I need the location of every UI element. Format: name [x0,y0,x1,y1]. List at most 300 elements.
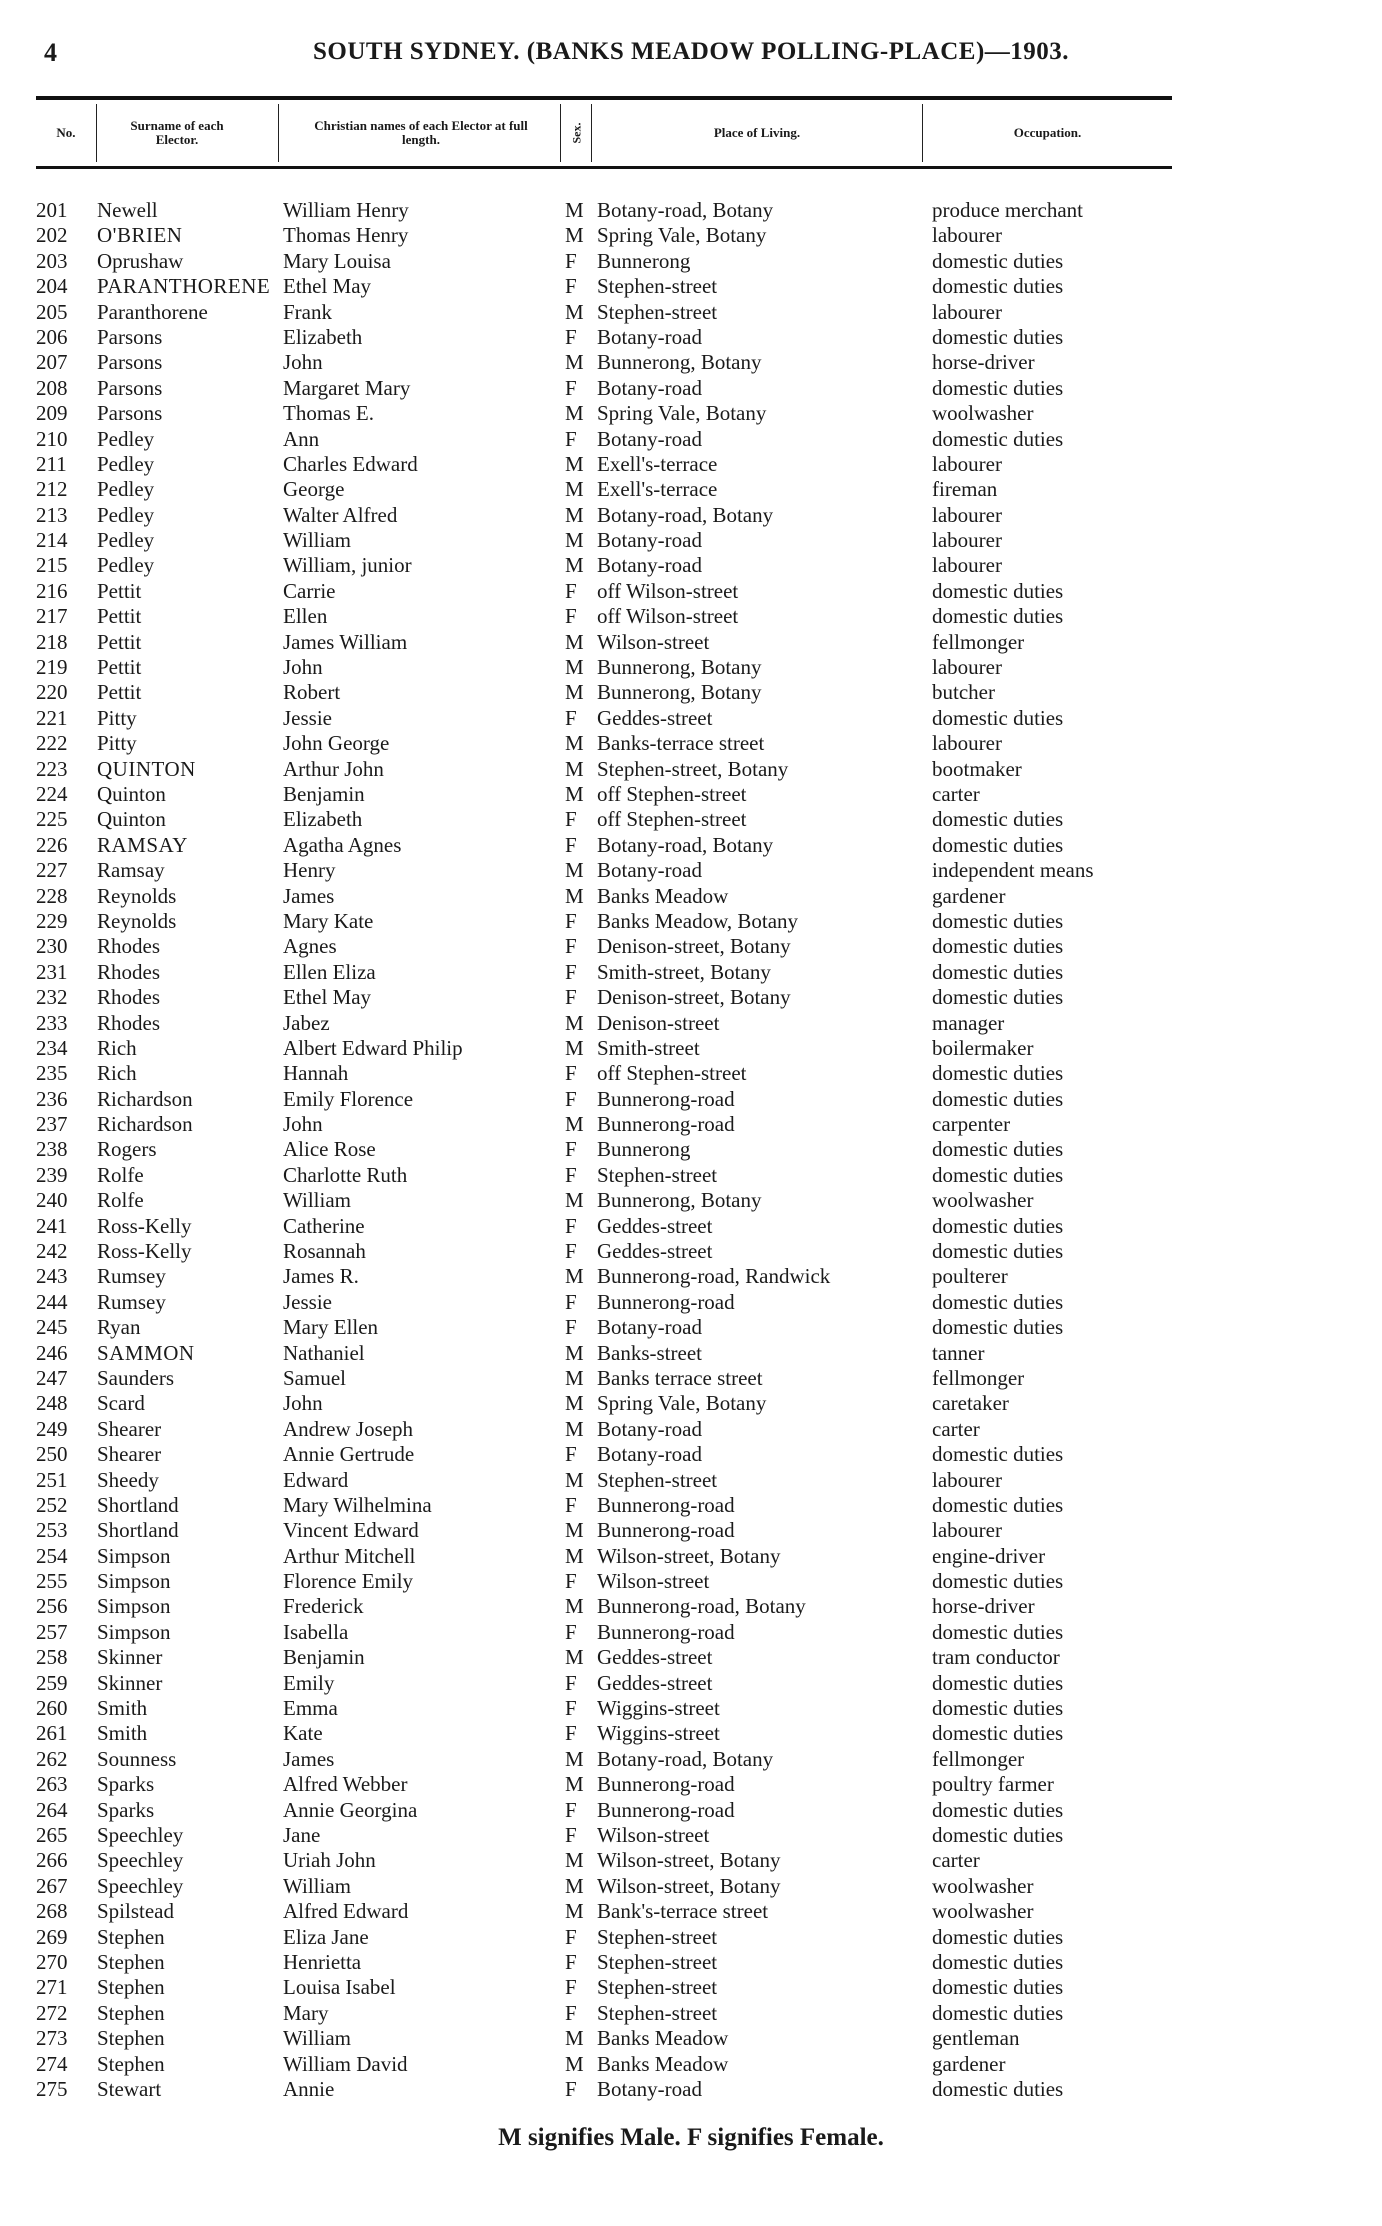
column-header-sex-label: Sex. [569,122,583,144]
surname: Richardson [97,1112,193,1137]
surname: Stephen [97,1975,165,2000]
occupation: domestic duties [932,1797,1064,1822]
sex: F [565,1086,577,1111]
elector-number: 232 [36,985,68,1010]
surname: Ross-Kelly [97,1213,192,1238]
occupation: labourer [932,528,1002,553]
surname: Parsons [97,401,163,426]
surname: Pettit [97,680,142,705]
elector-number: 249 [36,1416,68,1441]
place-of-living: Spring Vale, Botany [597,223,767,248]
place-of-living: Banks Meadow [597,2051,729,2076]
christian-names: Rosannah [283,1239,366,1264]
elector-number: 267 [36,1873,68,1898]
sex: F [565,578,577,603]
christian-names: Thomas E. [283,401,374,426]
occupation: engine-driver [932,1543,1046,1568]
christian-names: Benjamin [283,781,365,806]
surname: Rich [97,1035,137,1060]
table-row [0,833,1382,858]
surname: Pitty [97,731,137,756]
surname: Newell [97,198,158,222]
christian-names: Jane [283,1823,321,1847]
place-of-living: Bunnerong-road [597,1772,735,1797]
column-header-row [36,100,1172,166]
sex: F [565,426,577,451]
sex: F [565,1823,577,1847]
table-row [0,1264,1382,1289]
sex: F [565,705,577,730]
elector-number: 214 [36,528,68,553]
sex: M [565,451,584,476]
table-row [0,1341,1382,1366]
occupation: domestic duties [932,1924,1064,1949]
elector-number: 228 [36,883,68,908]
occupation: independent means [932,858,1094,883]
table-row [0,579,1382,604]
elector-number: 211 [36,451,67,476]
table-row [0,1493,1382,1518]
christian-names: John [283,350,323,375]
sex: F [565,934,577,959]
surname: Speechley [97,1873,184,1898]
table-row [0,1772,1382,1797]
surname: Stewart [97,2076,162,2101]
elector-number: 265 [36,1823,68,1847]
place-of-living: Geddes-street [597,1645,713,1670]
place-of-living: Bunnerong-road [597,1086,735,1111]
occupation: woolwasher [932,1873,1034,1898]
table-row [0,1366,1382,1391]
occupation: domestic duties [932,375,1064,400]
place-of-living: Botany-road, Botany [597,1746,774,1771]
elector-number: 234 [36,1035,68,1060]
christian-names: Ethel May [283,274,372,299]
christian-names: Arthur John [283,756,384,781]
sex: M [565,1594,584,1619]
table-row [0,1747,1382,1772]
occupation: woolwasher [932,1188,1034,1213]
elector-number: 269 [36,1924,68,1949]
elector-number: 261 [36,1721,68,1746]
elector-number: 246 [36,1340,68,1365]
place-of-living: Botany-road, Botany [597,198,774,222]
place-of-living: Bunnerong-road, Randwick [597,1264,831,1289]
elector-number: 223 [36,756,68,781]
place-of-living: Geddes-street [597,1213,713,1238]
surname: Pitty [97,705,137,730]
sex: M [565,1543,584,1568]
table-row [0,1239,1382,1264]
place-of-living: Bunnerong-road [597,1289,735,1314]
table-row [0,1620,1382,1645]
surname: Spilstead [97,1899,174,1924]
occupation: horse-driver [932,350,1035,375]
elector-number: 251 [36,1467,68,1492]
occupation: horse-driver [932,1594,1035,1619]
column-header-no: No. [56,125,76,140]
place-of-living: Bunnerong-road [597,1797,735,1822]
elector-number: 209 [36,401,68,426]
sex: M [565,629,584,654]
occupation: domestic duties [932,1442,1064,1467]
elector-number: 243 [36,1264,68,1289]
occupation: manager [932,1010,1005,1035]
sex: M [565,1772,584,1797]
occupation: labourer [932,223,1002,248]
table-row [0,1874,1382,1899]
place-of-living: Geddes-street [597,1670,713,1695]
occupation: domestic duties [932,578,1064,603]
christian-names: Catherine [283,1213,365,1238]
occupation: butcher [932,680,995,705]
table-row [0,1544,1382,1569]
sex: M [565,1010,584,1035]
occupation: tram conductor [932,1645,1060,1670]
surname: Simpson [97,1619,171,1644]
christian-names: John [283,1391,323,1416]
elector-number: 270 [36,1949,68,1974]
christian-names: Isabella [283,1619,349,1644]
elector-number: 207 [36,350,68,375]
sex: F [565,1721,577,1746]
elector-number: 245 [36,1315,68,1340]
table-row [0,1721,1382,1746]
place-of-living: Botany-road [597,426,702,451]
column-header-occupation: Occupation. [1013,125,1082,140]
table-row [0,452,1382,477]
sex: M [565,1848,584,1873]
place-of-living: Geddes-street [597,705,713,730]
elector-number: 257 [36,1619,68,1644]
surname: Pettit [97,655,142,680]
elector-number: 215 [36,553,68,578]
table-row [0,1315,1382,1340]
table-row [0,1163,1382,1188]
sex: F [565,832,577,857]
christian-names: Arthur Mitchell [283,1543,416,1568]
column-header-sex [561,100,591,166]
sex: F [565,1061,577,1086]
place-of-living: Botany-road, Botany [597,832,774,857]
table-row [0,909,1382,934]
surname: Quinton [97,807,166,832]
place-of-living: Banks-terrace street [597,731,765,756]
christian-names: Albert Edward Philip [283,1035,463,1060]
christian-names: Vincent Edward [283,1518,419,1543]
occupation: domestic duties [932,1619,1064,1644]
table-row [0,198,1382,223]
surname: Oprushaw [97,248,184,273]
sex: M [565,1264,584,1289]
table-row [0,680,1382,705]
christian-names: William [283,1873,351,1898]
surname: Pedley [97,426,155,451]
elector-number: 252 [36,1492,68,1517]
table-row [0,503,1382,528]
place-of-living: Stephen-street, Botany [597,756,789,781]
occupation: labourer [932,553,1002,578]
elector-number: 218 [36,629,68,654]
place-of-living: Botany-road [597,1315,702,1340]
elector-number: 242 [36,1239,68,1264]
sex: F [565,604,577,629]
table-row [0,731,1382,756]
table-row [0,757,1382,782]
elector-number: 201 [36,198,68,222]
christian-names: Mary Louisa [283,248,391,273]
occupation: domestic duties [932,1949,1064,1974]
christian-names: Elizabeth [283,807,363,832]
occupation: labourer [932,451,1002,476]
elector-number: 264 [36,1797,68,1822]
elector-number: 205 [36,299,68,324]
occupation: domestic duties [932,1975,1064,2000]
table-row [0,630,1382,655]
elector-number: 231 [36,959,68,984]
sex: M [565,680,584,705]
sex: F [565,1162,577,1187]
table-row [0,1137,1382,1162]
elector-number: 240 [36,1188,68,1213]
christian-names: Annie [283,2076,335,2101]
surname: PARANTHORENE [97,274,271,299]
elector-number: 255 [36,1569,68,1594]
sex: F [565,1213,577,1238]
occupation: domestic duties [932,985,1064,1010]
occupation: carter [932,1416,980,1441]
occupation: domestic duties [932,1086,1064,1111]
sex: F [565,1442,577,1467]
surname: Sparks [97,1797,155,1822]
table-row [0,985,1382,1010]
occupation: domestic duties [932,1315,1064,1340]
occupation: domestic duties [932,1137,1064,1162]
table-row [0,477,1382,502]
occupation: gentleman [932,2026,1020,2051]
table-row [0,1214,1382,1239]
occupation: domestic duties [932,705,1064,730]
column-divider [96,104,97,162]
surname: Parsons [97,324,163,349]
occupation: carter [932,781,980,806]
sex: F [565,375,577,400]
occupation: labourer [932,1467,1002,1492]
occupation: produce merchant [932,198,1084,222]
table-row [0,604,1382,629]
table-row [0,960,1382,985]
surname: Sheedy [97,1467,159,1492]
occupation: domestic duties [932,934,1064,959]
column-header-place: Place of Living. [713,125,801,140]
place-of-living: off Wilson-street [597,604,739,629]
surname: Rumsey [97,1264,166,1289]
surname: Stephen [97,2026,165,2051]
sex: F [565,1924,577,1949]
table-row [0,223,1382,248]
place-of-living: Banks Meadow, Botany [597,908,799,933]
surname: Shearer [97,1442,162,1467]
table-row [0,528,1382,553]
elector-number: 271 [36,1975,68,2000]
christian-names: Annie Georgina [283,1797,418,1822]
sex: M [565,401,584,426]
christian-names: Ellen Eliza [283,959,376,984]
christian-names: John George [283,731,390,756]
elector-number: 274 [36,2051,68,2076]
place-of-living: Stephen-street [597,1975,718,2000]
sex: F [565,324,577,349]
surname: Reynolds [97,908,177,933]
place-of-living: off Stephen-street [597,781,747,806]
elector-number: 250 [36,1442,68,1467]
surname: Pettit [97,629,142,654]
surname: Smith [97,1721,148,1746]
elector-number: 244 [36,1289,68,1314]
place-of-living: Botany-road, Botany [597,502,774,527]
place-of-living: Denison-street [597,1010,720,1035]
surname: Skinner [97,1645,163,1670]
place-of-living: Banks terrace street [597,1365,763,1390]
surname: Pettit [97,578,142,603]
elector-number: 237 [36,1112,68,1137]
table-row [0,427,1382,452]
place-of-living: Botany-road [597,528,702,553]
place-of-living: Stephen-street [597,2000,718,2025]
elector-number: 216 [36,578,68,603]
elector-number: 225 [36,807,68,832]
christian-names: Frederick [283,1594,364,1619]
sex: F [565,1569,577,1594]
elector-number: 254 [36,1543,68,1568]
christian-names: Louisa Isabel [283,1975,396,2000]
elector-number: 213 [36,502,68,527]
surname: Pettit [97,604,142,629]
surname: Richardson [97,1086,193,1111]
sex: F [565,1670,577,1695]
sex: M [565,1467,584,1492]
surname: QUINTON [97,756,196,781]
sex: F [565,1492,577,1517]
sex: M [565,883,584,908]
sex: M [565,1873,584,1898]
table-row [0,274,1382,299]
place-of-living: Denison-street, Botany [597,985,791,1010]
christian-names: Carrie [283,578,336,603]
place-of-living: Exell's-terrace [597,451,718,476]
surname: SAMMON [97,1340,195,1365]
occupation: fellmonger [932,629,1025,654]
place-of-living: Bunnerong, Botany [597,350,762,375]
christian-names: Hannah [283,1061,349,1086]
sex: F [565,1239,577,1264]
occupation: fellmonger [932,1365,1025,1390]
surname: Ross-Kelly [97,1239,192,1264]
sex: F [565,1137,577,1162]
table-row [0,1645,1382,1670]
place-of-living: Bunnerong [597,1137,691,1162]
table-row [0,249,1382,274]
place-of-living: Botany-road [597,1416,702,1441]
surname: Skinner [97,1670,163,1695]
place-of-living: Botany-road [597,375,702,400]
elector-number: 230 [36,934,68,959]
table-row [0,1975,1382,2000]
sex: F [565,908,577,933]
sex: F [565,1315,577,1340]
place-of-living: Stephen-street [597,299,718,324]
sex: F [565,807,577,832]
sex: M [565,2051,584,2076]
occupation: gardener [932,883,1006,908]
elector-number: 260 [36,1696,68,1721]
occupation: fellmonger [932,1746,1025,1771]
place-of-living: Stephen-street [597,1924,718,1949]
elector-number: 202 [36,223,68,248]
elector-number: 272 [36,2000,68,2025]
place-of-living: Spring Vale, Botany [597,401,767,426]
surname: Pedley [97,451,155,476]
christian-names: William [283,528,351,553]
occupation: gardener [932,2051,1006,2076]
christian-names: James [283,883,335,908]
sex: M [565,756,584,781]
surname: O'BRIEN [97,223,183,248]
place-of-living: Banks-street [597,1340,702,1365]
occupation: domestic duties [932,1061,1064,1086]
occupation: domestic duties [932,1696,1064,1721]
place-of-living: Geddes-street [597,1239,713,1264]
table-row [0,1011,1382,1036]
surname: Rolfe [97,1188,144,1213]
table-row [0,2026,1382,2051]
place-of-living: Bunnerong, Botany [597,655,762,680]
sex: M [565,299,584,324]
surname: Simpson [97,1569,171,1594]
elector-number: 275 [36,2076,68,2101]
surname: Pedley [97,553,155,578]
place-of-living: Smith-street [597,1035,700,1060]
sex: M [565,1365,584,1390]
surname: Saunders [97,1365,174,1390]
occupation: labourer [932,299,1002,324]
surname: Parsons [97,375,163,400]
elector-number: 236 [36,1086,68,1111]
table-row [0,325,1382,350]
table-row [0,1087,1382,1112]
occupation: domestic duties [932,1239,1064,1264]
christian-names: Benjamin [283,1645,365,1670]
christian-names: Alfred Webber [283,1772,408,1797]
elector-number: 210 [36,426,68,451]
elector-number: 247 [36,1365,68,1390]
surname: Pedley [97,502,155,527]
sex: M [565,858,584,883]
page-heading: SOUTH SYDNEY. (BANKS MEADOW POLLING-PLACE)—1903. [312,38,1070,65]
occupation: domestic duties [932,1492,1064,1517]
occupation: carter [932,1848,980,1873]
surname: Pedley [97,528,155,553]
table-row [0,1417,1382,1442]
place-of-living: Bunnerong-road [597,1518,735,1543]
place-of-living: Smith-street, Botany [597,959,771,984]
sex: M [565,1746,584,1771]
surname: Shortland [97,1492,179,1517]
table-row [0,2052,1382,2077]
christian-names: Mary Kate [283,908,374,933]
christian-names: Kate [283,1721,323,1746]
occupation: domestic duties [932,959,1064,984]
